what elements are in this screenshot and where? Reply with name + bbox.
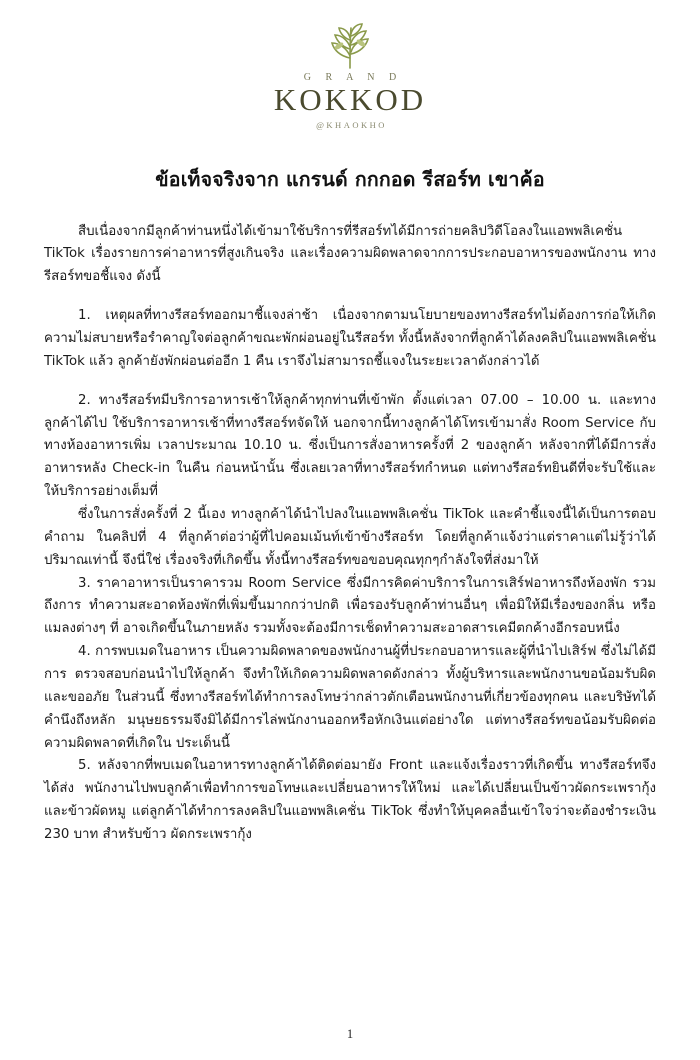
paragraph-item-3: 3. ราคาอาหารเป็นราคารวม Room Service ซึ่งมีการคิดค่าบริการในการเสิร์ฟอาหารถึงห้องพัก รวมถึงการ ทำความสะอาดห้องพักที่เพิ่มขึ้นมากกว่าปกติ เพื่อรองรับลูกค้าท่านอื่นๆ เพื่อมิให้มีเรื่องของกลิ่น หรือ แมลงต่างๆ ที่ อาจเกิดขึ้นในภายหลัง รวมทั้งจะต้องมีการเช็ดทำความสะอาดสารเคมีตกค้างอีกรอบหนึ่ง: [44, 575, 656, 637]
document-body: [44, 221, 656, 847]
logo-location-text: @KHAOKHO: [316, 119, 387, 130]
wheat-leaf-icon: [290, 22, 410, 70]
paragraph-item-5: 5. หลังจากที่พบเมดในอาหารทางลูกค้าได้ติดต่อมายัง Front และแจ้งเรื่องราวที่เกิดขึ้น ทางรีสอร์ทจึงได้ส่ง พนักงานไปพบลูกค้าเพื่อทำการขอโทษและเปลี่ยนอาหารให้ใหม่ และได้เปลี่ยนเป็นข้าวผัดกระเพรากุ้งและข้าวผัดหมู แต่ลูกค้าได้ทำการลงคลิปในแอพพลิเคชั่น TikTok ซึ่งทำให้บุคคลอื่นเข้าใจว่าจะต้องชำระเงิน 230 บาท สำหรับข้าว ผัดกระเพรากุ้ง: [44, 758, 656, 843]
logo-grand-text: G R A N D: [303, 72, 403, 83]
page-title: ข้อเท็จจริงจาก แกรนด์ กกกอด รีสอร์ท เขาค้อ: [155, 167, 545, 191]
paragraph-item-2: 2. ทางรีสอร์ทมีบริการอาหารเช้าให้ลูกค้าทุกท่านที่เข้าพัก ตั้งแต่เวลา 07.00 – 10.00 น. และทางลูกค้าได้ไป ใช้บริการอาหารเช้าที่ทางรีสอร์ทจัดให้ นอกจากนี้ทางลูกค้าได้โทรเข้ามาสั่ง Room Service กับทางห้องอาหารเพิ่ม เวลาประมาณ 10.10 น. ซึ่งเป็นการสั่งอาหารครั้งที่ 2 ของลูกค้า หลังจากที่ได้มีการสั่งอาหารหลัง Check-in ในคืน ก่อนหน้านั้น ซึ่งเลยเวลาที่ทางรีสอร์ทกำหนด แต่ทางรีสอร์ทยินดีที่จะรับใช้และให้บริการอย่างเต็มที่: [44, 392, 656, 500]
logo-brand-name: KOKKOD: [273, 82, 427, 117]
resort-logo: [44, 22, 656, 130]
paragraph-item-1: 1. เหตุผลที่ทางรีสอร์ทออกมาชี้แจงล่าช้า เนื่องจากตามนโยบายของทางรีสอร์ทไม่ต้องการก่อให้เกิดความไม่สบายหรือรำคาญใจต่อลูกค้าขณะพักผ่อนอยู่ในรีสอร์ท ทั้งนี้หลังจากที่ลูกค้าได้ลงคลิปในแอพพลิเคชั่น TikTok แล้ว ลูกค้ายังพักผ่อนต่ออีก 1 คืน เราจึงไม่สามารถชี้แจงในระยะเวลาดังกล่าวได้: [44, 308, 656, 369]
paragraph-intro: สืบเนื่องจากมีลูกค้าท่านหนึ่งได้เข้ามาใช้บริการที่รีสอร์ทได้มีการถ่ายคลิปวิดีโอลงในแอพพลิเคชั่น TikTok เรื่องรายการค่าอาหารที่สูงเกินจริง และเรื่องความผิดพลาดจากการประกอบอาหารของพนักงาน ทางรีสอร์ทขอชี้แจง ดังนี้: [44, 223, 656, 285]
paragraph-item-4: 4. การพบเมดในอาหาร เป็นความผิดพลาดของพนักงานผู้ที่ประกอบอาหารและผู้ที่นำไปเสิร์ฟ ซึ่งไม่ได้มีการ ตรวจสอบก่อนนำไปให้ลูกค้า จึงทำให้เกิดความผิดพลาดดังกล่าว ทั้งผู้บริหารและพนักงานขอน้อมรับผิดและขออภัย ในส่วนนี้ ซึ่งทางรีสอร์ทได้ทำการลงโทษว่ากล่าวตักเตือนพนักงานที่เกี่ยวข้องทุกคน และบริษัทได้คำนึงถึงหลัก มนุษยธรรมจึงมิได้มีการไล่พนักงานออกหรือหักเงินแต่อย่างใด แต่ทางรีสอร์ทขอน้อมรับผิดต่อความผิดพลาดที่เกิดใน ประเด็นนี้: [44, 644, 656, 751]
paragraph-item-2b: ซึ่งในการสั่งครั้งที่ 2 นี้เอง ทางลูกค้าได้นำไปลงในแอพพลิเคชั่น TikTok และคำชี้แจงนี้ได้เป็นการตอบคำถาม ในคลิปที่ 4 ที่ลูกค้าต่อว่าผู้ที่ไปคอมเม้นท์เข้าข้างรีสอร์ท โดยที่ลูกค้าแจ้งว่าแต่ราคาแต่ไม่รู้ว่าได้ปริมาณเท่านี้ จึงนี่ใช่ เรื่องจริงที่เกิดขึ้น ทั้งนี้ทางรีสอร์ทขอขอบคุณทุกๆกำลังใจที่ส่งมาให้: [44, 507, 656, 568]
page-number: 1: [346, 1027, 354, 1041]
